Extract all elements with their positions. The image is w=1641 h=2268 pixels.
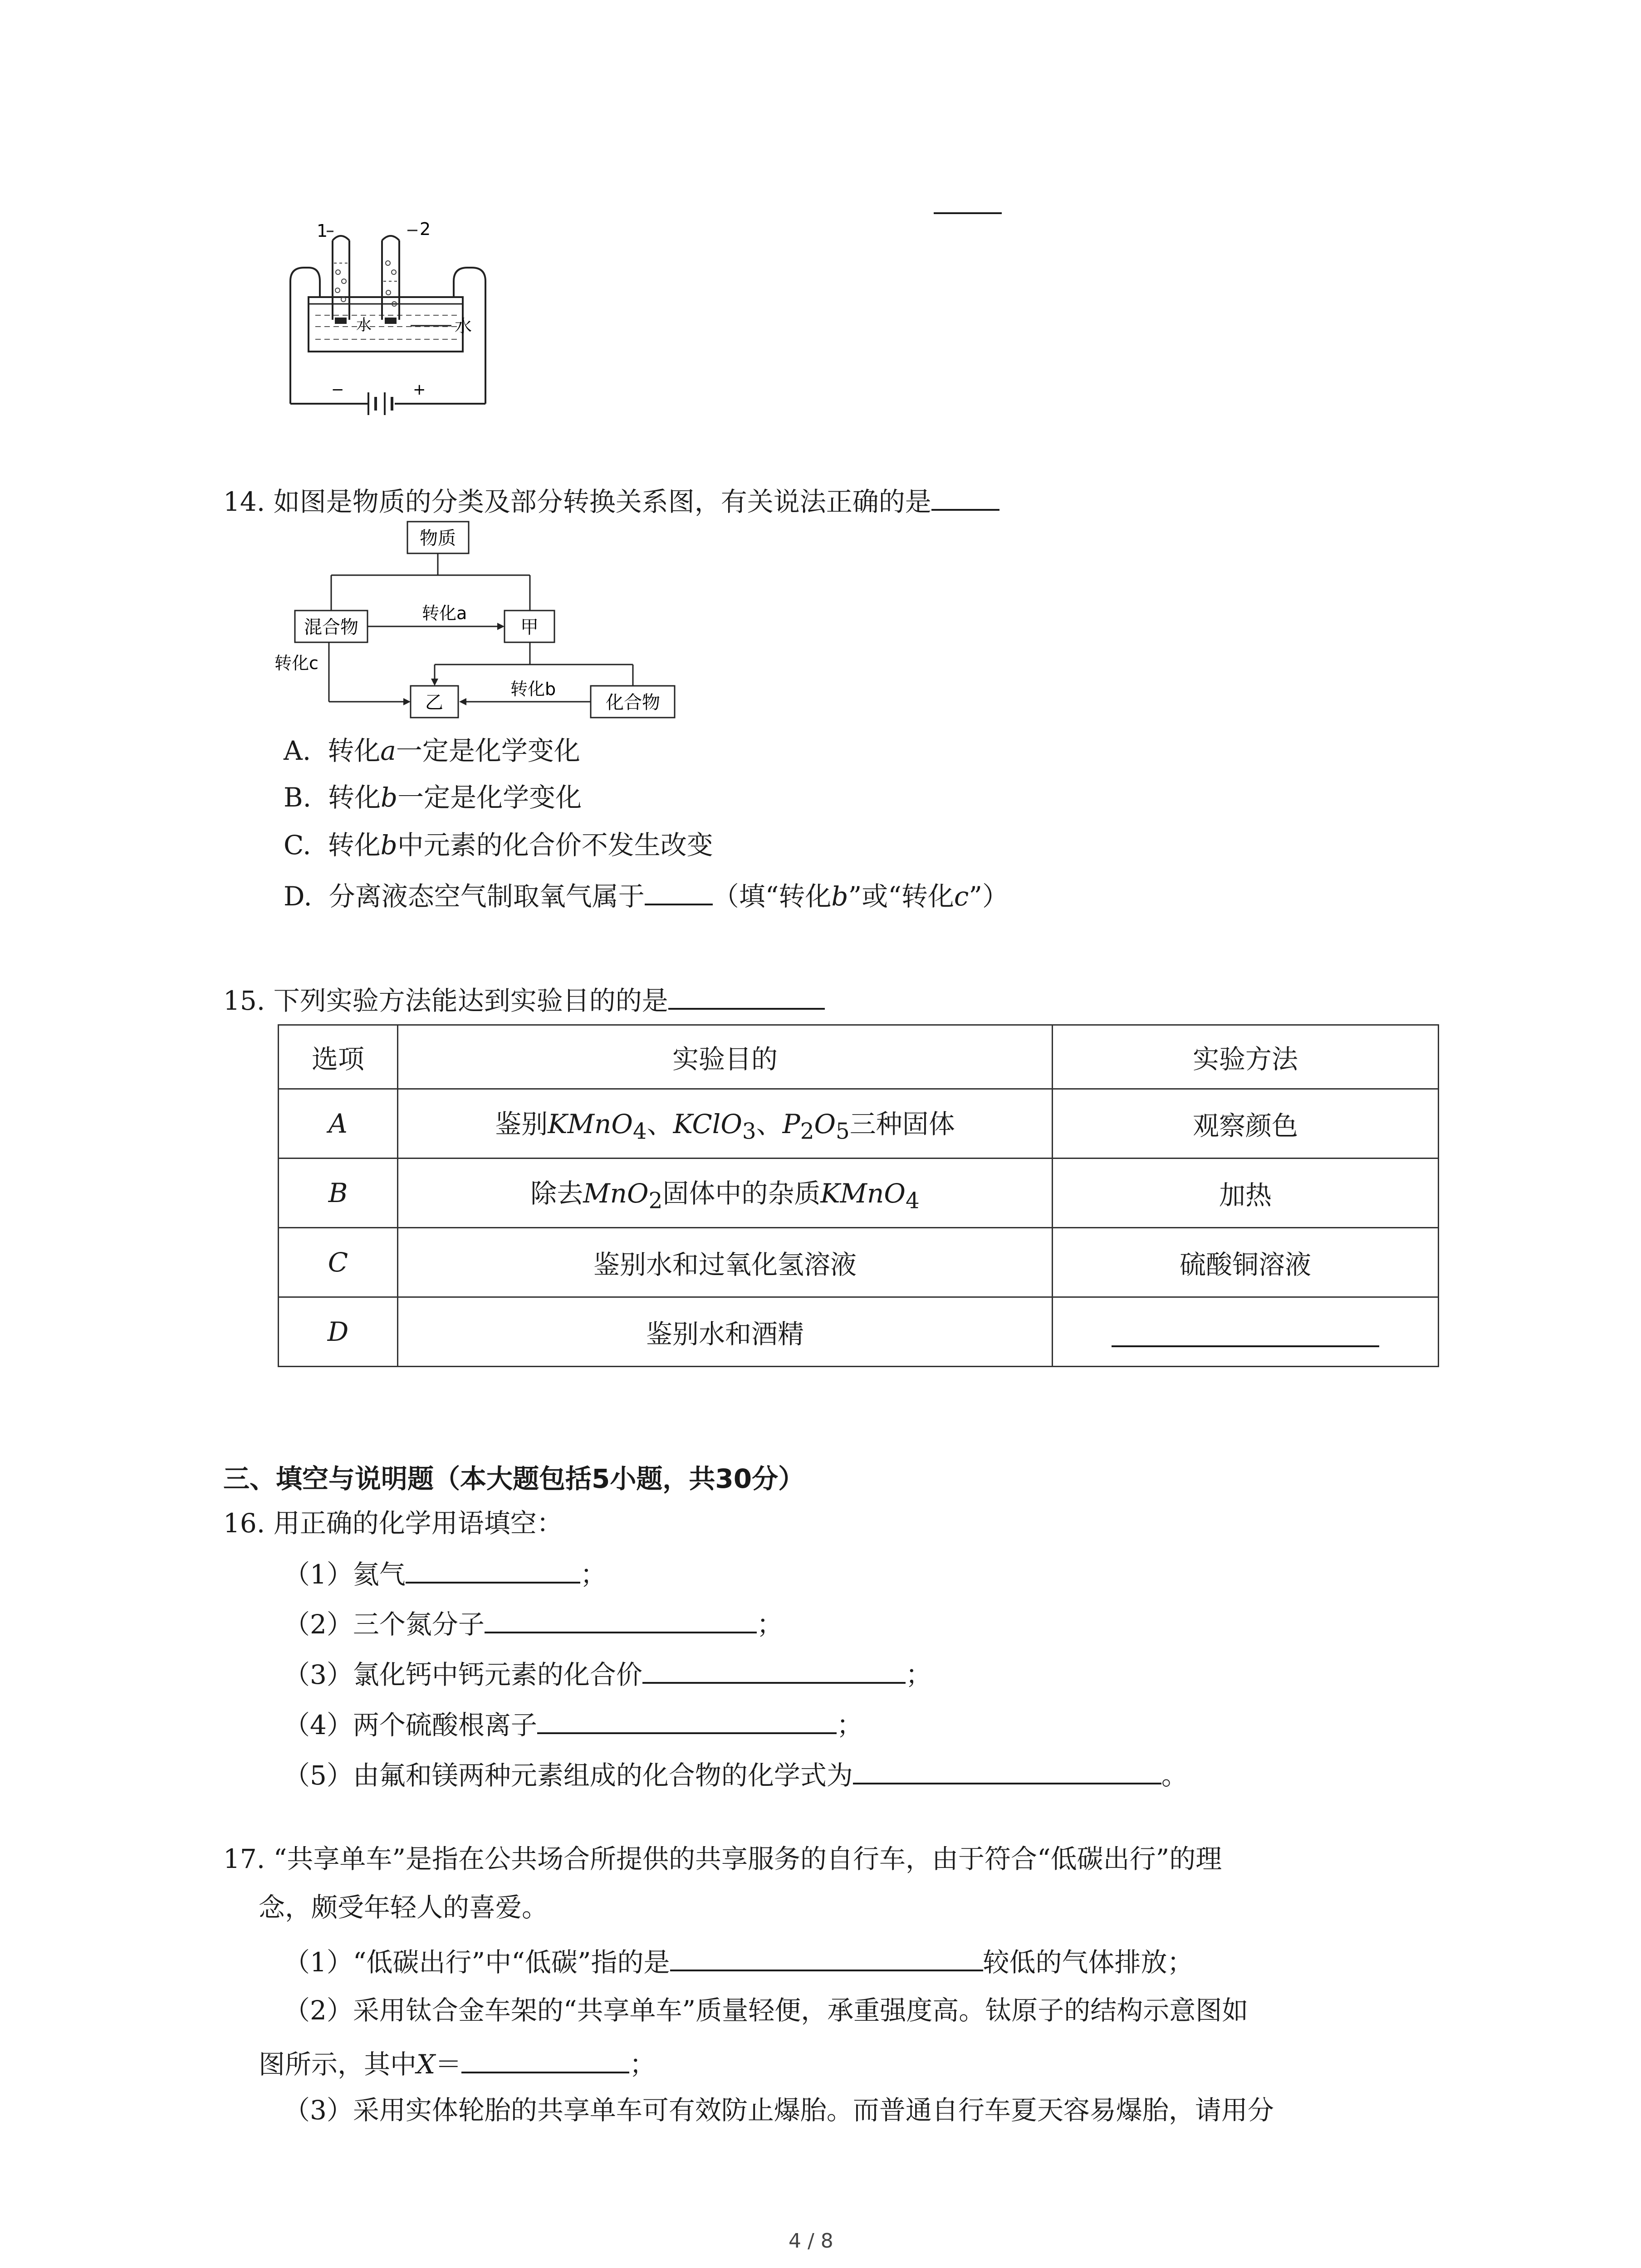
- row-purpose: 除去MnO$_2$固体中的杂质KMnO$_4$: [398, 1158, 1053, 1228]
- answer-blank[interactable]: [642, 1654, 906, 1684]
- tube1-label: 1: [317, 221, 328, 241]
- q17-item-2-line2: [259, 2043, 656, 2082]
- q14-number: 14.: [223, 486, 265, 517]
- q16-text: 用正确的化学用语填空：: [273, 1508, 563, 1539]
- label-conv-a: 转化a: [422, 603, 467, 623]
- answer-blank[interactable]: [485, 1603, 757, 1633]
- row-purpose: 鉴别KMnO$_4$、KClO$_3$、$P_2O_5$三种固体: [398, 1089, 1053, 1158]
- water-label: 水: [455, 316, 472, 336]
- item-label: （2）三个氮分子: [284, 1609, 485, 1640]
- option-var: c: [954, 881, 969, 912]
- classification-diagram: [272, 517, 726, 735]
- item-eq: ＝: [435, 2049, 462, 2080]
- q17-item-3-line1: （3）采用实体轮胎的共享单车可有效防止爆胎。而普通自行车夏天容易爆胎，请用分: [284, 2095, 1274, 2126]
- q16-item-5: [284, 1755, 1188, 1794]
- row-method: 观察颜色: [1053, 1089, 1439, 1158]
- page-number: 4 / 8: [789, 2229, 833, 2253]
- option-text: 中元素的化合价不发生改变: [397, 830, 713, 860]
- option-letter: A.: [284, 735, 311, 766]
- q16-number: 16.: [223, 1508, 265, 1539]
- option-hint: （填“转化: [712, 881, 832, 912]
- q14-option-d[interactable]: [284, 875, 1009, 914]
- option-text: 分离液态空气制取氧气属于: [328, 881, 645, 912]
- option-text: 转化: [328, 830, 381, 860]
- minus-label: −: [331, 381, 344, 399]
- answer-blank[interactable]: [853, 1755, 1161, 1784]
- row-purpose: 鉴别水和酒精: [398, 1297, 1053, 1367]
- option-text: 一定是化学变化: [397, 782, 582, 813]
- q14-answer-blank[interactable]: [931, 481, 999, 511]
- option-hint: ”）: [969, 881, 1009, 912]
- label-conv-c: 转化c: [274, 653, 318, 673]
- option-var: b: [380, 830, 397, 860]
- option-hint: ”或“转化: [848, 881, 954, 912]
- header-purpose: 实验目的: [398, 1025, 1053, 1089]
- option-var: a: [380, 735, 396, 766]
- q15-answer-blank[interactable]: [668, 980, 825, 1010]
- q16-item-3: [284, 1654, 932, 1693]
- q15-text: 下列实验方法能达到实验目的的是: [273, 985, 668, 1016]
- tube2-label: 2: [420, 219, 431, 239]
- row-option: C: [279, 1228, 398, 1297]
- item-end: ；: [836, 1710, 863, 1740]
- q16-stem: [223, 1505, 563, 1541]
- item-label: （4）两个硫酸根离子: [284, 1710, 537, 1740]
- row-method-blank-cell: [1053, 1297, 1439, 1367]
- item-end: ；: [905, 1659, 932, 1690]
- item-end: ；: [580, 1559, 607, 1590]
- plus-label: +: [413, 381, 426, 399]
- item-end: 。: [1161, 1760, 1188, 1791]
- item-label: （3）氯化钙中钙元素的化合价: [284, 1659, 642, 1690]
- option-letter: C.: [284, 830, 311, 860]
- option-text: 转化: [328, 782, 381, 813]
- row-purpose: 鉴别水和过氧化氢溶液: [398, 1228, 1053, 1297]
- row-option: A: [279, 1089, 398, 1158]
- q17-stem-line2: 念，颇受年轻人的喜爱。: [259, 1892, 549, 1923]
- row-method: 硫酸铜溶液: [1053, 1228, 1439, 1297]
- row-option: B: [279, 1158, 398, 1228]
- item-label: （1）“低碳出行”中“低碳”指的是: [284, 1947, 670, 1978]
- water-inner-label: 水: [356, 316, 372, 334]
- option-letter: D.: [284, 881, 312, 912]
- q14-option-b[interactable]: [284, 779, 582, 816]
- table-row: [279, 1089, 1439, 1158]
- q14-option-a[interactable]: [284, 733, 580, 769]
- node-jia: 甲: [520, 617, 539, 638]
- q14-stem: [223, 481, 999, 520]
- table-row: [279, 1158, 1439, 1228]
- answer-blank[interactable]: [461, 2043, 629, 2073]
- row-option: D: [279, 1297, 398, 1367]
- answer-blank[interactable]: [406, 1554, 580, 1584]
- node-mixture: 混合物: [304, 617, 358, 638]
- option-letter: B.: [284, 782, 312, 813]
- section-title: 三、填空与说明题（本大题包括5小题，共30分）: [223, 1463, 805, 1494]
- q15-stem: [223, 980, 825, 1019]
- option-var: b: [831, 881, 848, 912]
- item-end: ；: [629, 2049, 656, 2080]
- q14-option-c[interactable]: [284, 827, 713, 863]
- item-label: （5）由氟和镁两种元素组成的化合物的化学式为: [284, 1760, 853, 1791]
- header-method: 实验方法: [1053, 1025, 1439, 1089]
- q17-text: “共享单车”是指在公共场合所提供的共享服务的自行车，由于符合“低碳出行”的理: [273, 1843, 1222, 1874]
- table-row: [279, 1297, 1439, 1367]
- option-text: 转化: [328, 735, 381, 766]
- item-end: 较低的气体排放；: [983, 1947, 1194, 1978]
- item-label: （1）氦气: [284, 1559, 406, 1590]
- option-text: 一定是化学变化: [396, 735, 580, 766]
- q15-number: 15.: [223, 985, 265, 1016]
- table-row: [279, 1228, 1439, 1297]
- q17-item-1: [284, 1941, 1194, 1980]
- option-var: b: [380, 782, 398, 813]
- table-header-row: [279, 1025, 1439, 1089]
- header-option: 选项: [279, 1025, 398, 1089]
- q14-text: 如图是物质的分类及部分转换关系图，有关说法正确的是: [273, 486, 931, 517]
- answer-blank[interactable]: [670, 1941, 983, 1971]
- answer-blank[interactable]: [537, 1704, 837, 1734]
- q17-stem-line1: [223, 1841, 1222, 1877]
- q17-item-2-line1: （2）采用钛合金车架的“共享单车”质量轻便，承重强度高。钛原子的结构示意图如: [284, 1995, 1249, 2026]
- q16-item-2: [284, 1603, 783, 1642]
- q14-d-answer-blank[interactable]: [645, 875, 713, 905]
- label-conv-b: 转化b: [510, 679, 556, 699]
- q16-item-1: [284, 1554, 607, 1593]
- node-yi: 乙: [425, 692, 443, 713]
- electrolysis-figure: [281, 213, 517, 422]
- answer-blank-top[interactable]: [934, 212, 1002, 214]
- node-matter: 物质: [420, 528, 456, 549]
- row-method: 加热: [1053, 1158, 1439, 1228]
- item-var: X: [416, 2049, 436, 2080]
- experiment-table: [278, 1024, 1439, 1367]
- q17-number: 17.: [223, 1843, 265, 1874]
- item-end: ；: [756, 1609, 783, 1640]
- node-compound: 化合物: [606, 692, 660, 713]
- q16-item-4: [284, 1704, 863, 1743]
- q15-d-method-blank[interactable]: [1112, 1317, 1379, 1347]
- item-label: 图所示，其中: [259, 2049, 417, 2080]
